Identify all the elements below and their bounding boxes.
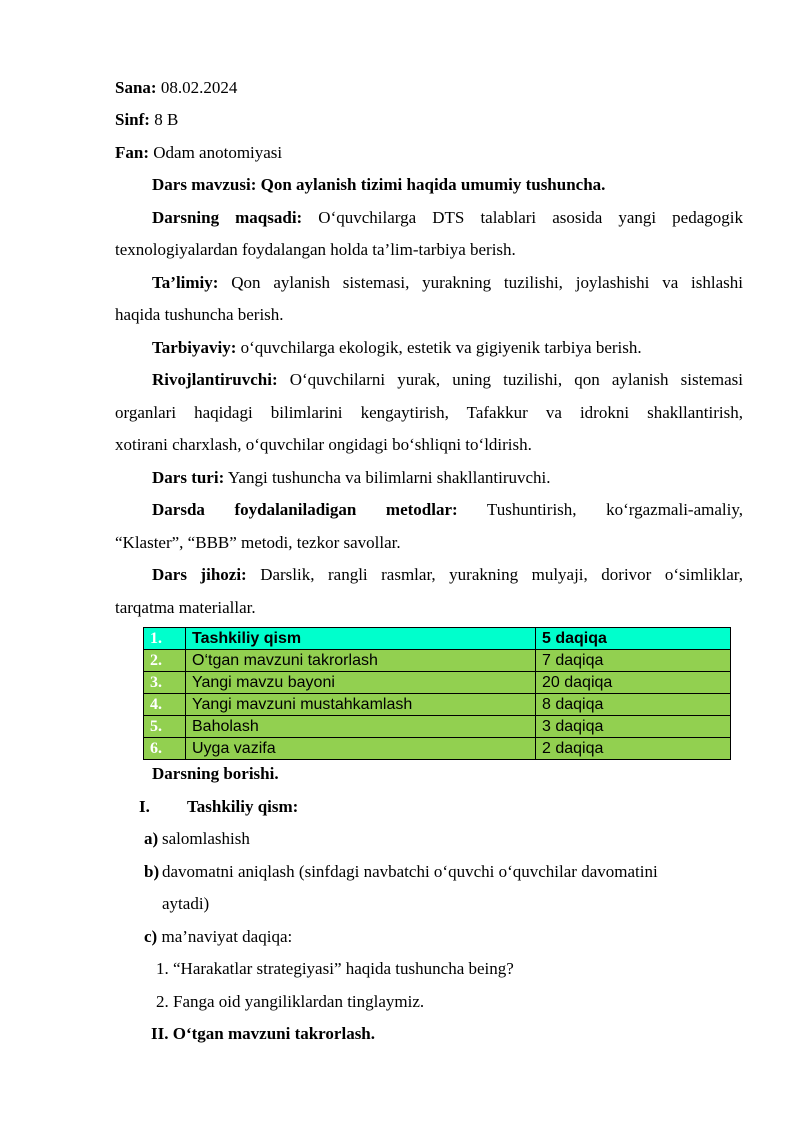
item-c-1-text: 1. “Harakatlar strategiyasi” haqida tushuncha being? <box>156 959 514 978</box>
row-number: 6. <box>144 738 186 760</box>
rivoj-label: Rivojlantiruvchi: <box>152 370 278 389</box>
row-number: 3. <box>144 672 186 694</box>
tarbiyaviy-label: Tarbiyaviy: <box>152 338 237 357</box>
table-row <box>144 672 731 694</box>
row-duration: 2 daqiqa <box>536 738 731 760</box>
class-label: Sinf: <box>115 110 150 129</box>
row-duration: 3 daqiqa <box>536 716 731 738</box>
table-row <box>144 716 731 738</box>
section-1-title: Tashkiliy qism: <box>187 797 299 816</box>
item-b-marker: b) <box>144 862 160 881</box>
table-row <box>144 694 731 716</box>
talimiy-label: Ta’limiy: <box>152 273 219 292</box>
row-duration: 7 daqiqa <box>536 650 731 672</box>
equipment-line-2 <box>115 597 743 619</box>
row-number: 4. <box>144 694 186 716</box>
item-b-text-1: davomatni aniqlash (sinfdagi navbatchi o‘quvchi o‘quvchilar davomatini <box>162 862 658 881</box>
item-c <box>144 926 744 948</box>
equipment-text-1: Darslik, rangli rasmlar, yurakning mulyaji, dorivor o‘simliklar, <box>246 565 743 584</box>
equipment-line-1 <box>152 564 743 586</box>
rivoj-line-2 <box>115 402 743 424</box>
section-2-heading <box>151 1023 741 1045</box>
row-duration: 20 daqiqa <box>536 672 731 694</box>
lesson-schedule-table <box>143 627 731 760</box>
goal-text-2: texnologiyalardan foydalangan holda ta’lim-tarbiya berish. <box>115 240 516 259</box>
row-number: 1. <box>144 628 186 650</box>
rivoj-text-2: organlari haqidagi bilimlarini kengaytirish, Tafakkur va idrokni shakllantirish, <box>115 403 743 422</box>
row-stage: Baholash <box>186 716 536 738</box>
talimiy-text-2: haqida tushuncha berish. <box>115 305 284 324</box>
goal-label: Darsning maqsadi: <box>152 208 303 227</box>
table-row <box>144 628 731 650</box>
row-stage: Uyga vazifa <box>186 738 536 760</box>
equipment-text-2: tarqatma materiallar. <box>115 598 256 617</box>
lesson-topic-text: Dars mavzusi: Qon aylanish tizimi haqida umumiy tushuncha. <box>152 175 606 194</box>
item-a-marker: a) <box>144 829 159 848</box>
row-stage: Yangi mavzu bayoni <box>186 672 536 694</box>
item-c-marker: c) <box>144 927 158 946</box>
methods-text-1: Tushuntirish, ko‘rgazmali-amaliy, <box>457 500 743 519</box>
subject-label: Fan: <box>115 143 149 162</box>
date-label: Sana: <box>115 78 157 97</box>
equipment-label: Dars jihozi: <box>152 565 247 584</box>
class-line <box>115 109 743 131</box>
talimiy-line-1 <box>152 272 743 294</box>
rivoj-text-3: xotirani charxlash, o‘quvchilar ongidagi bo‘shliqni to‘ldirish. <box>115 435 532 454</box>
tarbiyaviy-line <box>152 337 743 359</box>
goal-text-1: O‘quvchilarga DTS talablari asosida yangi pedagogik <box>302 208 743 227</box>
row-stage: Tashkiliy qism <box>186 628 536 650</box>
row-number: 5. <box>144 716 186 738</box>
section-2-title: II. O‘tgan mavzuni takrorlash. <box>151 1024 376 1043</box>
goal-line-1 <box>152 207 743 229</box>
tarbiyaviy-text: o‘quvchilarga ekologik, estetik va gigiyenik tarbiya berish. <box>236 338 642 357</box>
row-duration: 8 daqiqa <box>536 694 731 716</box>
item-c-1 <box>156 958 746 980</box>
item-b-text-2: aytadi) <box>162 894 210 913</box>
row-duration: 5 daqiqa <box>536 628 731 650</box>
item-b-line-2 <box>162 893 742 915</box>
methods-line-2 <box>115 532 743 554</box>
row-stage: O‘tgan mavzuni takrorlash <box>186 650 536 672</box>
lesson-topic <box>152 174 743 196</box>
methods-text-2: “Klaster”, “BBB” metodi, tezkor savollar. <box>115 533 401 552</box>
row-stage: Yangi mavzuni mustahkamlash <box>186 694 536 716</box>
talimiy-line-2 <box>115 304 743 326</box>
table-row <box>144 738 731 760</box>
rivoj-line-3 <box>115 434 743 456</box>
progress-title <box>152 763 743 785</box>
lesson-type-label: Dars turi: <box>152 468 225 487</box>
date-value: 08.02.2024 <box>156 78 238 97</box>
lesson-type-line <box>152 467 743 489</box>
table-row <box>144 650 731 672</box>
rivoj-line-1 <box>152 369 743 391</box>
section-1-number: I. <box>139 797 150 816</box>
methods-label: Darsda foydalaniladigan metodlar: <box>152 500 458 519</box>
rivoj-text-1: O‘quvchilarni yurak, uning tuzilishi, qon aylanish sistemasi <box>277 370 743 389</box>
lesson-type-text: Yangi tushuncha va bilimlarni shakllantiruvchi. <box>224 468 551 487</box>
subject-value: Odam anotomiyasi <box>149 143 283 162</box>
goal-line-2 <box>115 239 743 261</box>
progress-title-text: Darsning borishi. <box>152 764 279 783</box>
talimiy-text-1: Qon aylanish sistemasi, yurakning tuzilishi, joylashishi va ishlashi <box>218 273 743 292</box>
date-line <box>115 77 743 99</box>
item-a-text: salomlashish <box>162 829 250 848</box>
item-c-2 <box>156 991 746 1013</box>
subject-line <box>115 142 743 164</box>
item-c-text: ma’naviyat daqiqa: <box>157 927 293 946</box>
item-c-2-text: 2. Fanga oid yangiliklardan tinglaymiz. <box>156 992 425 1011</box>
class-value: 8 B <box>149 110 179 129</box>
row-number: 2. <box>144 650 186 672</box>
methods-line-1 <box>152 499 743 521</box>
